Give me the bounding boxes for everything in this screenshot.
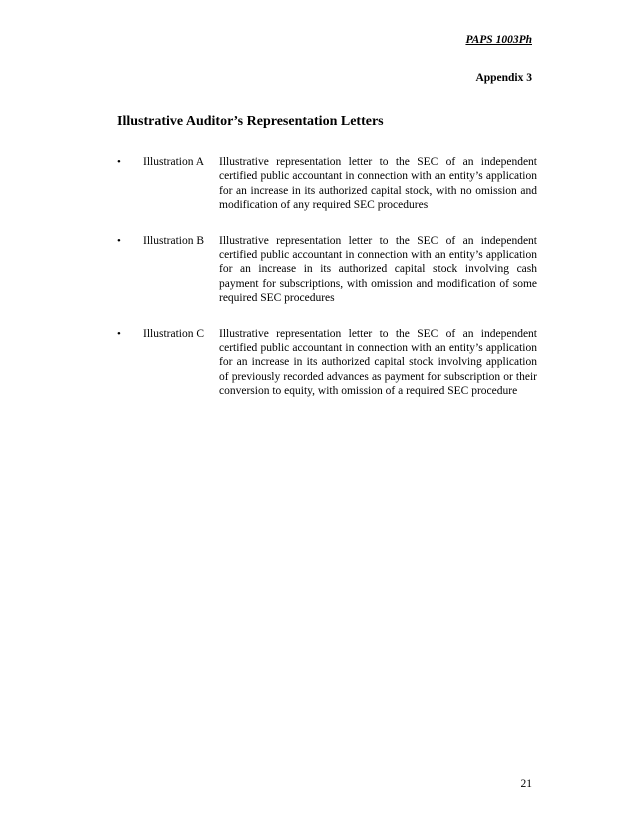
page-title: Illustrative Auditor’s Representation Letters <box>117 114 384 129</box>
illustration-label: Illustration A <box>143 156 205 168</box>
illustration-description: Illustrative representation letter to the SEC of an independent certified public accountant in connection with an entity’s application for an increase in its authorized capital stock involving application of previously recorded advances as payment for subscription or their conversion to equity, with omission of a required SEC procedure <box>219 327 537 398</box>
illustration-item-c <box>117 327 537 399</box>
page-number: 21 <box>520 778 532 790</box>
illustration-description: Illustrative representation letter to the SEC of an independent certified public accountant in connection with an entity’s application for an increase in its authorized capital stock involving cash payment for subscriptions, with omission and modification of some required SEC procedures <box>219 234 537 305</box>
illustration-item-b <box>117 234 537 306</box>
document-reference: PAPS 1003Ph <box>465 34 532 46</box>
illustration-description: Illustrative representation letter to the SEC of an independent certified public accountant in connection with an entity’s application for an increase in its authorized capital stock, with no omission and modification of any required SEC procedures <box>219 156 537 212</box>
bullet-icon: • <box>117 234 121 247</box>
illustration-label: Illustration C <box>143 327 205 340</box>
bullet-icon: • <box>117 327 121 340</box>
illustration-list <box>117 155 537 420</box>
bullet-icon: • <box>117 156 121 168</box>
illustration-label: Illustration B <box>143 234 205 247</box>
appendix-label: Appendix 3 <box>475 72 532 84</box>
illustration-item-a <box>117 155 537 213</box>
